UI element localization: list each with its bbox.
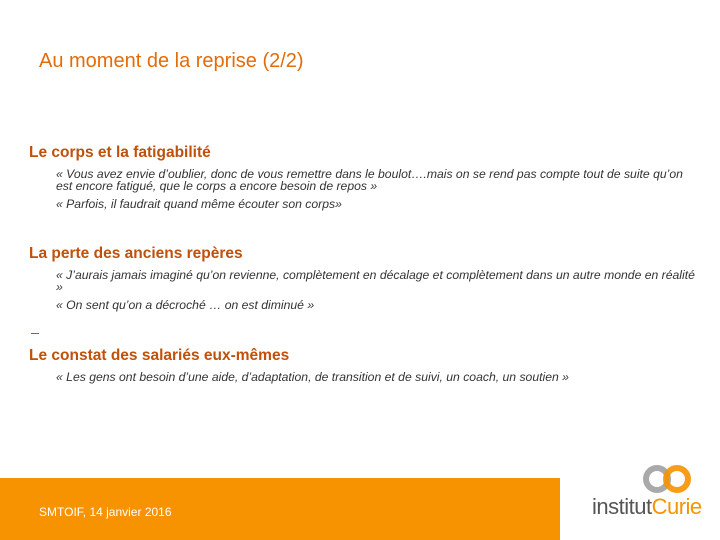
section-heading: Le corps et la fatigabilité [29, 144, 211, 161]
footer-date: SMTOIF, 14 janvier 2016 [39, 505, 172, 519]
quote: « Les gens ont besoin d’une aide, d’adaptation, de transition et de suivi, un coach, un soutien » [56, 370, 569, 384]
section-body-fatigue [29, 144, 699, 216]
quote: « Parfois, il faudrait quand même écouter son corps» [56, 197, 342, 211]
slide-title: Au moment de la reprise (2/2) [39, 50, 304, 72]
logo-name: Curie [651, 494, 702, 519]
institut-curie-logo [592, 462, 702, 524]
section-heading: La perte des anciens repères [29, 245, 243, 262]
logo-wordmark [592, 494, 702, 520]
section-employees-view [29, 347, 699, 389]
divider-dash [31, 333, 39, 334]
quote: « On sent qu’on a décroché … on est diminué » [56, 298, 315, 312]
quote: « Vous avez envie d’oublier, donc de vous remettre dans le boulot….mais on se rend pas compte tout de suite qu’on est encore fatigué, que le corps a encore besoin de repos » [56, 167, 683, 193]
section-lost-bearings [29, 245, 699, 317]
section-heading: Le constat des salariés eux-mêmes [29, 347, 290, 364]
quote: « J’aurais jamais imaginé qu’on revienne, complètement en décalage et complètement dans un autre monde en réalité » [56, 268, 695, 294]
logo-prefix: institut [592, 494, 652, 519]
